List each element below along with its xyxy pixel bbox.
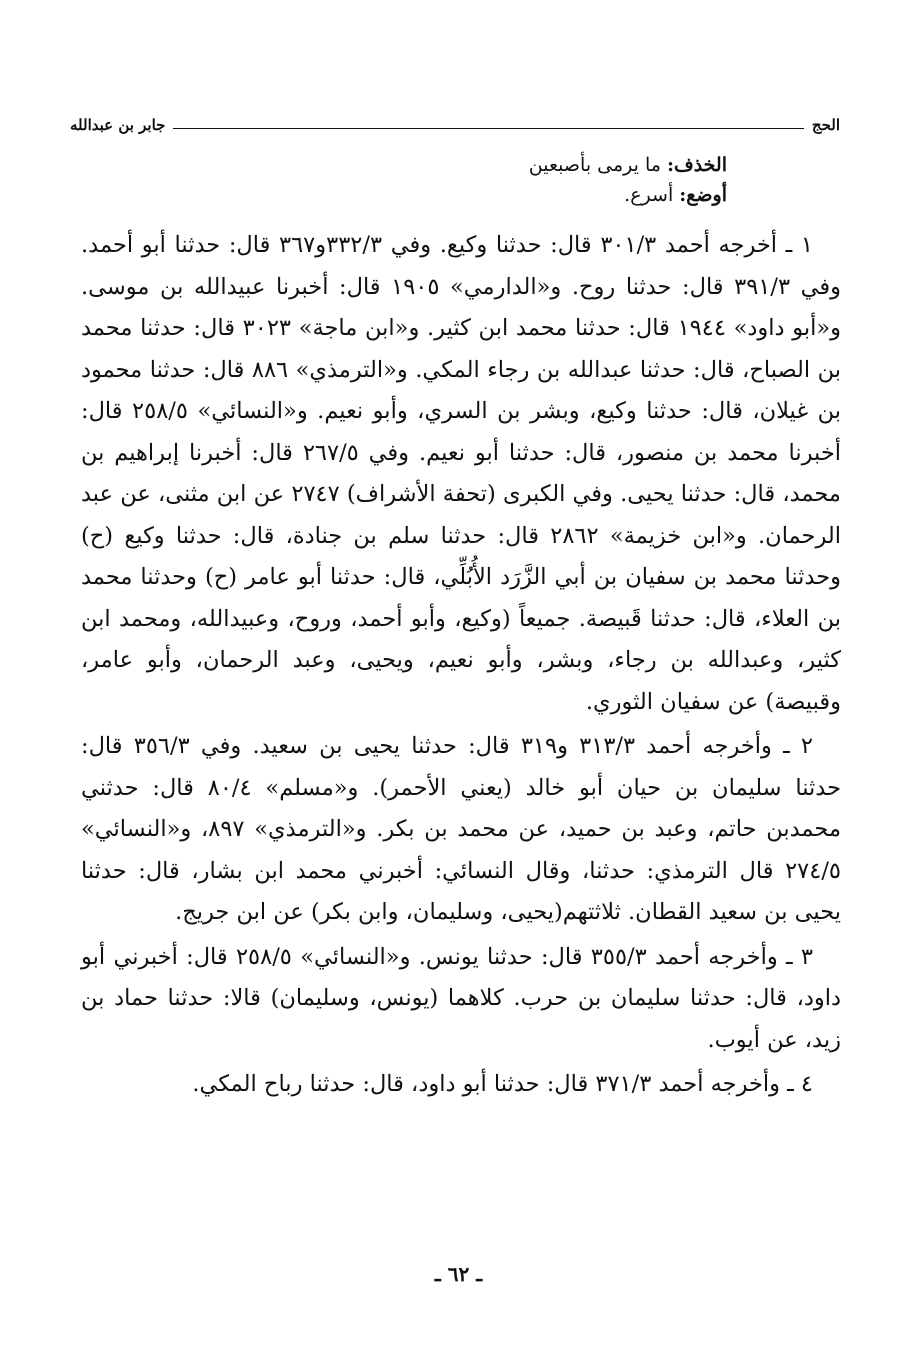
- note-paragraph-1: ١ ـ أخرجه أحمد ٣٠١/٣ قال: حدثنا وكيع. وفي ٣٣٢/٣و٣٦٧ قال: حدثنا أبو أحمد. وفي ٣٩١/٣ قال: حدثنا روح. و«الدارمي» ١٩٠٥ قال: أخبرنا عبيدالله بن موسى. و«أبو داود» ١٩٤٤ قال: حدثنا محمد ابن كثير. و«ابن ماجة» ٣٠٢٣ قال: حدثنا محمد بن الصباح، قال: حدثنا عبدالله بن رجاء المكي. و«الترمذي» ٨٨٦ قال: حدثنا محمود بن غيلان، قال: حدثنا وكيع، وبشر بن السري، وأبو نعيم. و«النسائي» ٢٥٨/٥ قال: أخبرنا محمد بن منصور، قال: حدثنا أبو نعيم. وفي ٢٦٧/٥ قال: أخبرنا إبراهيم بن محمد، قال: حدثنا يحيى. وفي الكبرى (تحفة الأشراف) ٢٧٤٧ عن ابن مثنى، عن عبد الرحمان. و«ابن خزيمة» ٢٨٦٢ قال: حدثنا سلم بن جنادة، قال: حدثنا وكيع (ح) وحدثنا محمد بن سفيان بن أبي الزَّرَد الأُبُلِّي، قال: حدثنا أبو عامر (ح) وحدثنا محمد بن العلاء، قال: حدثنا قَبيصة. جميعاً (وكيع، وأبو أحمد، وروح، وعبيدالله، ومحمد ابن كثير، وعبدالله بن رجاء، وبشر، وأبو نعيم، ويحيى، وعبد الرحمان، وأبو عامر، وقبيصة) عن سفيان الثوري.: [81, 232, 841, 715]
- glossary-definition: ما يرمى بأصبعين: [528, 154, 661, 176]
- glossary: [529, 150, 727, 210]
- note-paragraph-4: ٤ ـ وأخرجه أحمد ٣٧١/٣ قال: حدثنا أبو داود، قال: حدثنا رباح المكي.: [192, 1071, 813, 1097]
- glossary-entry: [529, 150, 727, 180]
- glossary-term: الخذف:: [666, 154, 727, 176]
- header-rule: [173, 128, 803, 129]
- page-number: ـ ٦٢ ـ: [434, 1262, 483, 1286]
- glossary-term: أوضع:: [679, 184, 727, 206]
- note-paragraph-3: ٣ ـ وأخرجه أحمد ٣٥٥/٣ قال: حدثنا يونس. و«النسائي» ٢٥٨/٥ قال: أخبرني أبو داود، قال: حدثنا سليمان بن حرب. كلاهما (يونس، وسليمان) قالا: حدثنا حماد بن زيد، عن أيوب.: [81, 943, 841, 1053]
- note-paragraph-2: ٢ ـ وأخرجه أحمد ٣١٣/٣ و٣١٩ قال: حدثنا يحيى بن سعيد. وفي ٣٥٦/٣ قال: حدثنا سليمان بن حيان أبو خالد (يعني الأحمر). و«مسلم» ٨٠/٤ قال: حدثني محمدبن حاتم، وعبد بن حميد، عن محمد بن بكر. و«الترمذي» ٨٩٧، و«النسائي» ٢٧٤/٥ قال الترمذي: حدثنا، وقال النسائي: أخبرني محمد ابن بشار، قال: حدثنا يحيى بن سعيد القطان. ثلاثتهم(يحيى، وسليمان، وابن بكر) عن ابن جريج.: [81, 733, 842, 925]
- glossary-definition: أسرع.: [624, 184, 674, 206]
- takhrij-notes: [81, 225, 841, 1109]
- glossary-entry: [529, 180, 727, 210]
- running-header: [70, 110, 840, 140]
- chapter-title: الحج: [811, 116, 840, 134]
- section-title: جابر بن عبدالله: [70, 116, 166, 134]
